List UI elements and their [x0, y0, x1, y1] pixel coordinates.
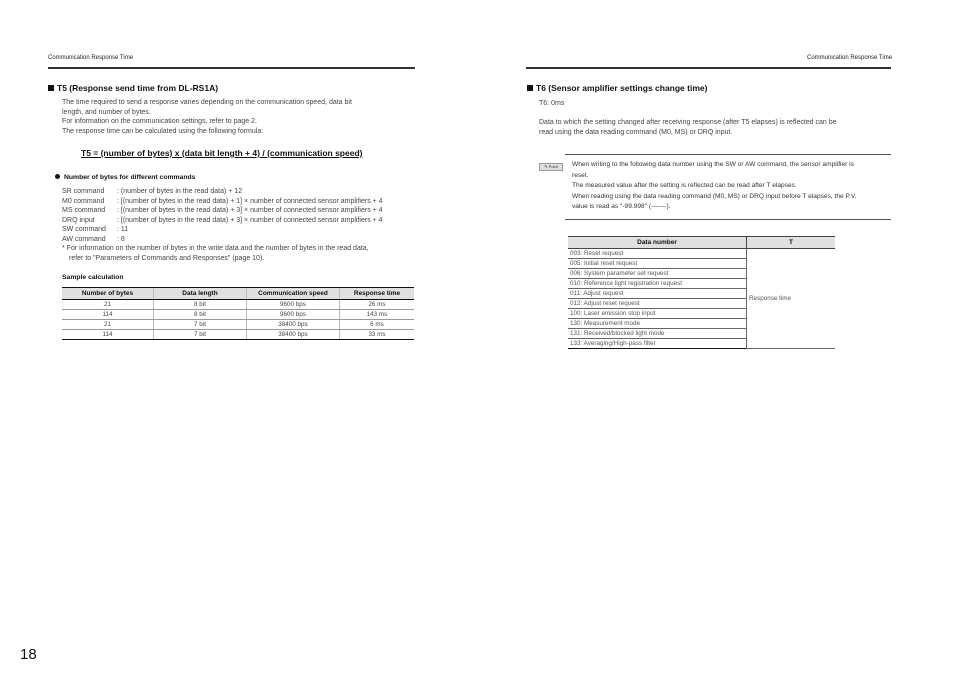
point-icon: ✎ Point	[539, 163, 563, 171]
running-header-right: Communication Response Time	[807, 55, 893, 61]
table-row: 114 7 bit 38400 bps 33 ms	[62, 330, 414, 340]
table-row: 114 8 bit 9600 bps 143 ms	[62, 310, 414, 320]
section-title-t6: T6 (Sensor amplifier settings change time)	[527, 83, 707, 93]
square-bullet-icon	[48, 85, 54, 91]
footnote-continued: refer to "Parameters of Commands and Responses" (page 10).	[69, 254, 265, 262]
table-row: 011: Adjust request	[568, 289, 835, 299]
column-header: Response time	[340, 288, 415, 300]
header-rule-right	[526, 67, 891, 69]
t-value-cell: Response time	[747, 249, 836, 349]
table-row: 003: Reset request Response time	[568, 249, 835, 259]
table-row: 006: System parameter set request	[568, 269, 835, 279]
table-row: 21 7 bit 38400 bps 6 ms	[62, 320, 414, 330]
list-item: AW command : 8	[62, 235, 125, 243]
point-bottom-rule	[565, 219, 891, 220]
table-header-row	[62, 288, 414, 300]
column-header: Data number	[568, 237, 747, 249]
table-row: 131: Received/blocked light mode	[568, 329, 835, 339]
column-header: Data length	[154, 288, 247, 300]
point-badge	[539, 155, 563, 173]
table-header-row	[568, 237, 835, 249]
list-item: MS command : [(number of bytes in the read data) + 3] × number of connected sensor amplifiers + 4	[62, 207, 383, 214]
sample-heading: Sample calculation	[62, 274, 124, 281]
table-row: 130: Measurement mode	[568, 319, 835, 329]
table-row: 010: Reference light registration request	[568, 279, 835, 289]
list-item: SR command : (number of bytes in the read data) + 12	[62, 188, 243, 195]
square-bullet-icon	[527, 85, 533, 91]
table-row: 21 8 bit 9600 bps 26 ms	[62, 300, 414, 310]
round-bullet-icon	[55, 174, 60, 179]
table-row: 133: Averaging/High-pass filter	[568, 339, 835, 349]
point-top-rule	[565, 154, 891, 155]
table-row: 100: Laser emission stop input	[568, 309, 835, 319]
list-item: M0 command : [(number of bytes in the read data) + 1] × number of connected sensor amplifiers + 4	[62, 197, 383, 205]
data-number-table	[568, 236, 835, 349]
header-rule-left	[48, 67, 415, 69]
command-byte-list	[62, 187, 417, 263]
column-header: T	[747, 237, 836, 249]
bytes-heading: Number of bytes for different commands	[55, 174, 195, 181]
section-title-t5: T5 (Response send time from DL-RS1A)	[48, 83, 218, 93]
column-header: Communication speed	[247, 288, 340, 300]
list-item: SW command : 11	[62, 226, 129, 233]
table-row: 012: Adjust reset request	[568, 299, 835, 309]
t5-intro: The time required to send a response varies depending on the communication speed, data bit length, and number of bytes. For information on the communication settings, refer to page 2. The response time can be calculated using the following formula:	[62, 99, 352, 135]
sample-calculation-table	[62, 287, 414, 340]
t6-description: Data to which the setting changed after receiving response (after T5 elapses) is reflected can be read using the data reading command (M0, MS) or DRQ input.	[539, 119, 837, 136]
t5-formula: T5 = (number of bytes) x (data bit length + 4) / (communication speed)	[81, 148, 363, 158]
list-item: DRQ input : [(number of bytes in the read data) + 3] × number of connected sensor amplifiers + 4	[62, 216, 383, 224]
t6-value: T6: 0ms	[539, 100, 565, 107]
column-header: Number of bytes	[62, 288, 154, 300]
page-number: 18	[20, 646, 37, 663]
table-row: 005: Initial reset request	[568, 259, 835, 269]
footnote: * For information on the number of bytes in the write data and the number of bytes in the read data,	[62, 245, 369, 252]
point-text: When writing to the following data number using the SW or AW command, the sensor amplifier is reset. The measured value after the setting is reflected can be read after T elapses. When reading using the data reading command (M0, MS) or DRQ input before T elapses, the P.V. value is read as "-99.998" (-------).	[572, 161, 857, 210]
running-header-left: Communication Response Time	[48, 55, 134, 61]
